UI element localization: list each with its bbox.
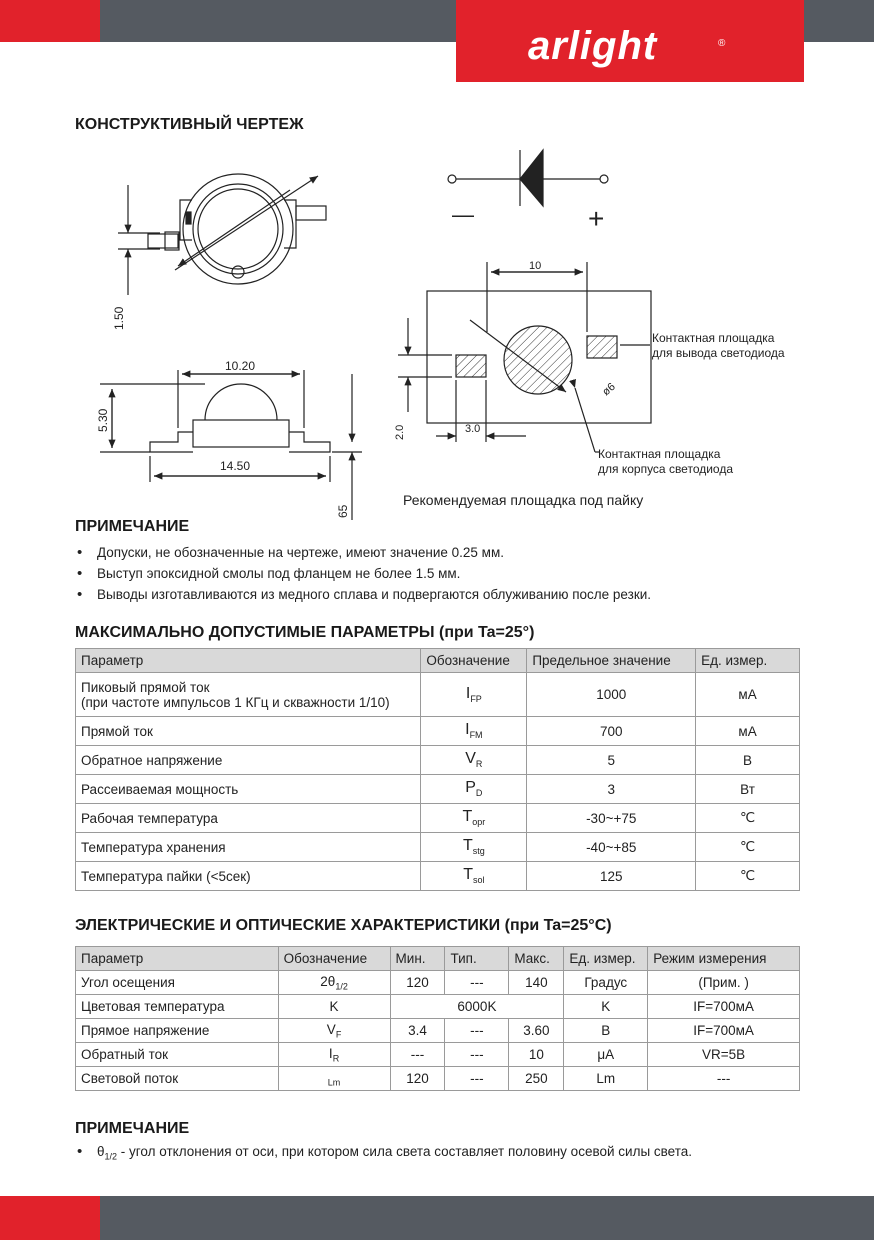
symbol-cell: $T_{opr}$ xyxy=(421,804,527,833)
symbol-cell: $2\theta_{1/2}$ xyxy=(278,971,390,995)
theta-symbol: θ xyxy=(97,1144,105,1159)
table-row xyxy=(76,804,800,833)
max-params-table xyxy=(75,648,800,891)
table-row xyxy=(76,775,800,804)
table-row xyxy=(76,1043,800,1067)
value-cell: 125 xyxy=(527,862,696,891)
max-cell: 10 xyxy=(509,1043,564,1067)
label-pad-lead: Контактная площадка xyxy=(652,331,775,345)
min-cell: 120 xyxy=(390,971,445,995)
mode-cell: (Прим. ) xyxy=(648,971,800,995)
led-top-view xyxy=(118,174,326,295)
param-name: Световой поток xyxy=(76,1067,279,1091)
unit-cell: мА xyxy=(696,717,800,746)
diode-symbol xyxy=(448,150,608,206)
value-cell: 3 xyxy=(527,775,696,804)
header-gray-band xyxy=(100,0,456,42)
col-header: Ед. измер. xyxy=(696,649,800,673)
symbol-cell: $V_R$ xyxy=(421,746,527,775)
dim-65: 65 xyxy=(336,504,350,518)
symbol-cell: $I_{FM}$ xyxy=(421,717,527,746)
technical-drawing xyxy=(0,140,874,520)
dim-10: 10 xyxy=(529,260,542,272)
param-note: (при частоте импульсов 1 КГц и скважности 1/10) xyxy=(81,694,390,710)
unit-cell: Градус xyxy=(564,971,648,995)
col-header: Макс. xyxy=(509,947,564,971)
unit-cell: K xyxy=(564,995,648,1019)
drawing-caption: Рекомендуемая площадка под пайку xyxy=(403,492,644,508)
drawing-title: КОНСТРУКТИВНЫЙ ЧЕРТЕЖ xyxy=(75,116,304,133)
label-pad-body-2: для корпуса светодиода xyxy=(598,462,734,476)
max-cell: 250 xyxy=(509,1067,564,1091)
label-pad-body: Контактная площадка xyxy=(598,447,721,461)
param-cell xyxy=(76,673,421,717)
col-header: Параметр xyxy=(76,649,421,673)
symbol-cell: K xyxy=(278,995,390,1019)
symbol-cell: $P_D$ xyxy=(421,775,527,804)
param-name: Рассеиваемая мощность xyxy=(76,775,421,804)
symbol-cell: Lm xyxy=(278,1067,390,1091)
value-cell: 1000 xyxy=(527,673,696,717)
param-name: Обратный ток xyxy=(76,1043,279,1067)
note2-title: ПРИМЕЧАНИЕ xyxy=(75,1120,190,1137)
min-cell: 120 xyxy=(390,1067,445,1091)
max-cell: 3.60 xyxy=(509,1019,564,1043)
mode-cell: IF=700мА xyxy=(648,1019,800,1043)
elec-table xyxy=(75,946,800,1091)
table-header-row xyxy=(76,649,800,673)
note1-item: • Выводы изготавливаются из медного сплава и подвергаются облуживанию после резки. xyxy=(75,584,651,605)
dim-1020: 10.20 xyxy=(225,359,256,373)
table-row xyxy=(76,673,800,717)
unit-cell: ℃ xyxy=(696,862,800,891)
dim-150: 1.50 xyxy=(112,306,126,330)
min-cell: 3.4 xyxy=(390,1019,445,1043)
unit-cell: Вт xyxy=(696,775,800,804)
param-name: Температура хранения xyxy=(76,833,421,862)
symbol-cell: $T_{sol}$ xyxy=(421,862,527,891)
table-row xyxy=(76,1067,800,1091)
unit-cell: ℃ xyxy=(696,833,800,862)
table-row xyxy=(76,833,800,862)
note1-item: • Допуски, не обозначенные на чертеже, имеют значение 0.25 мм. xyxy=(75,542,651,563)
label-pad-lead-2: для вывода светодиода xyxy=(652,346,785,360)
table-row xyxy=(76,995,800,1019)
table-row xyxy=(76,1019,800,1043)
table-row xyxy=(76,717,800,746)
table-row xyxy=(76,971,800,995)
dim-1450: 14.50 xyxy=(220,459,251,473)
plus-sign: + xyxy=(588,203,605,234)
symbol-cell: $T_{stg}$ xyxy=(421,833,527,862)
col-header: Тип. xyxy=(445,947,509,971)
param-name: Пиковый прямой ток xyxy=(81,679,210,695)
param-name: Обратное напряжение xyxy=(76,746,421,775)
col-header: Ед. измер. xyxy=(564,947,648,971)
symbol-cell: $V_F$ xyxy=(278,1019,390,1043)
symbol-cell: $I_R$ xyxy=(278,1043,390,1067)
note2-item: • $\theta_{1/2}$ - угол отклонения от оси, при котором сила света составляет половину осевой силы света. xyxy=(75,1141,692,1162)
mode-cell: VR=5В xyxy=(648,1043,800,1067)
merged-value-cell: 6000K xyxy=(390,995,564,1019)
solder-pad xyxy=(398,262,651,452)
col-header: Режим измерения xyxy=(648,947,800,971)
mode-cell: --- xyxy=(648,1067,800,1091)
brand-logo: arlight xyxy=(528,24,658,68)
typ-cell: --- xyxy=(445,1043,509,1067)
col-header: Параметр xyxy=(76,947,279,971)
col-header: Обозначение xyxy=(278,947,390,971)
value-cell: 5 xyxy=(527,746,696,775)
col-header: Предельное значение xyxy=(527,649,696,673)
elec-title: ЭЛЕКТРИЧЕСКИЕ И ОПТИЧЕСКИЕ ХАРАКТЕРИСТИКИ (при Ta=25°C) xyxy=(75,917,612,934)
value-cell: -30~+75 xyxy=(527,804,696,833)
typ-cell: --- xyxy=(445,971,509,995)
min-cell: --- xyxy=(390,1043,445,1067)
mode-cell: IF=700мА xyxy=(648,995,800,1019)
param-name: Рабочая температура xyxy=(76,804,421,833)
dim-phi6: ø6 xyxy=(600,380,618,399)
minus-sign: — xyxy=(452,202,474,227)
brand-registered-mark: ® xyxy=(718,38,726,49)
dim-30: 3.0 xyxy=(465,423,481,435)
table-header-row xyxy=(76,947,800,971)
header-gray-band-right xyxy=(804,0,874,42)
param-name: Прямое напряжение xyxy=(76,1019,279,1043)
table-row xyxy=(76,746,800,775)
unit-cell: ℃ xyxy=(696,804,800,833)
note1-title: ПРИМЕЧАНИЕ xyxy=(75,518,190,535)
dim-530: 5.30 xyxy=(96,408,110,432)
symbol-cell: $I_{FP}$ xyxy=(421,673,527,717)
unit-cell: μА xyxy=(564,1043,648,1067)
unit-cell: В xyxy=(696,746,800,775)
typ-cell: --- xyxy=(445,1019,509,1043)
max-cell: 140 xyxy=(509,971,564,995)
param-name: Угол осещения xyxy=(76,971,279,995)
header-red-block xyxy=(0,0,100,42)
unit-cell: Lm xyxy=(564,1067,648,1091)
unit-cell: мА xyxy=(696,673,800,717)
footer-gray-band xyxy=(100,1196,874,1240)
col-header: Обозначение xyxy=(421,649,527,673)
unit-cell: В xyxy=(564,1019,648,1043)
param-name: Прямой ток xyxy=(76,717,421,746)
value-cell: 700 xyxy=(527,717,696,746)
footer-red-block xyxy=(0,1196,100,1240)
typ-cell: --- xyxy=(445,1067,509,1091)
param-name: Температура пайки (<5сек) xyxy=(76,862,421,891)
col-header: Мин. xyxy=(390,947,445,971)
dim-20: 2.0 xyxy=(394,424,406,440)
note2-list xyxy=(75,1141,692,1162)
note2-text: - угол отклонения от оси, при котором сила света составляет половину осевой силы света. xyxy=(117,1144,693,1159)
led-side-view xyxy=(100,370,362,520)
param-name: Цветовая температура xyxy=(76,995,279,1019)
value-cell: -40~+85 xyxy=(527,833,696,862)
max-params-title: МАКСИМАЛЬНО ДОПУСТИМЫЕ ПАРАМЕТРЫ (при Ta=25°) xyxy=(75,624,535,641)
note1-item: • Выступ эпоксидной смолы под фланцем не более 1.5 мм. xyxy=(75,563,651,584)
note1-list xyxy=(75,542,651,605)
table-row xyxy=(76,862,800,891)
